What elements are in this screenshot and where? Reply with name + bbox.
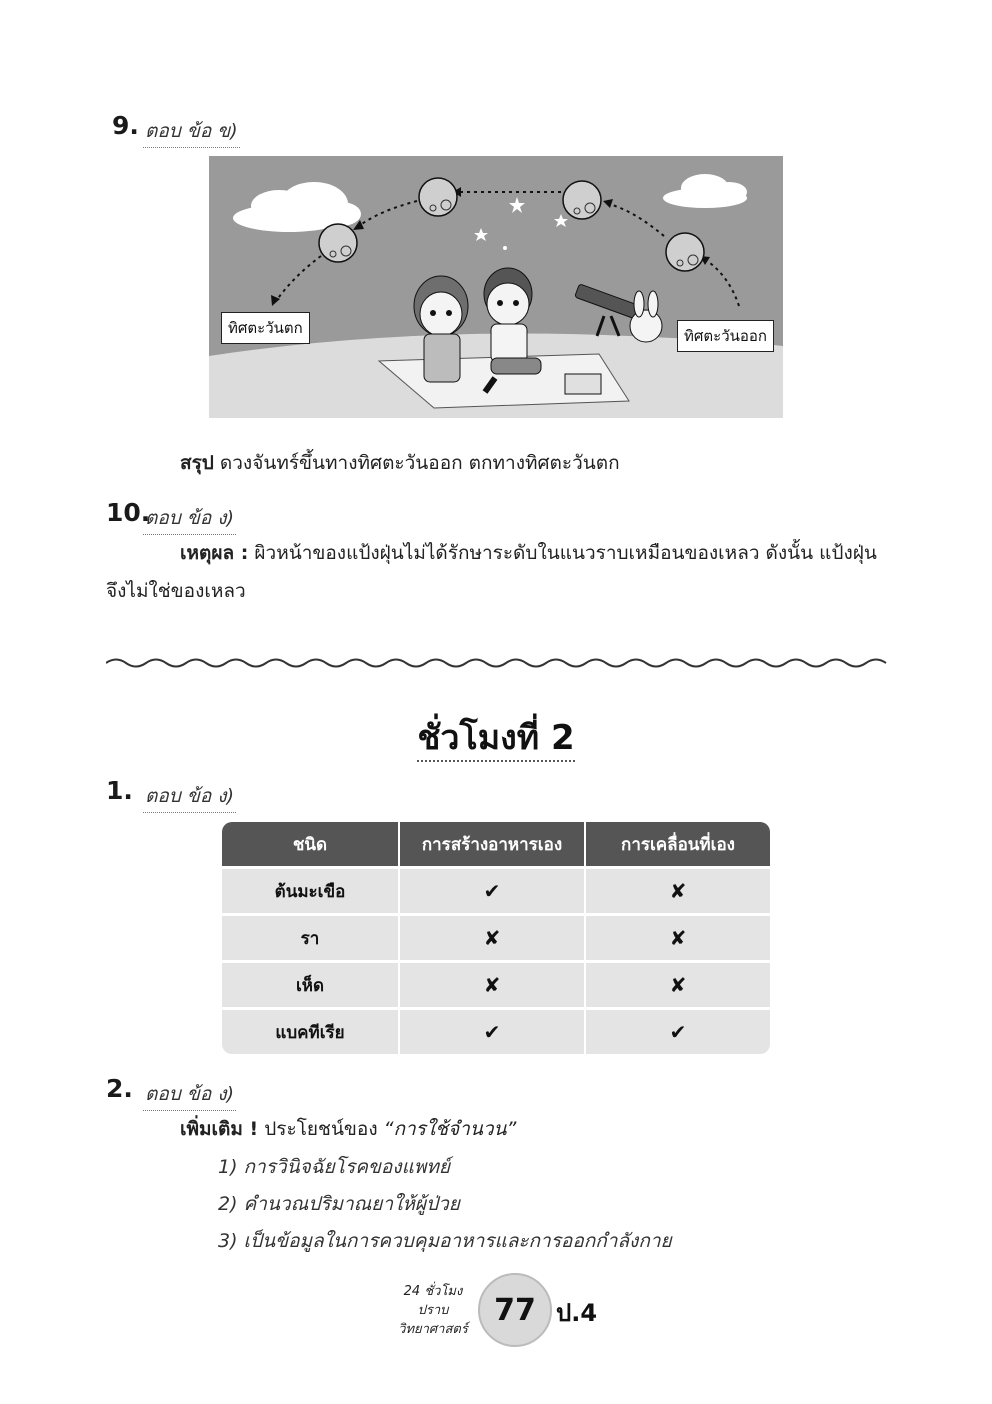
row-3-name: เห็ด (222, 963, 398, 1007)
row-3-make-food: ✘ (400, 963, 584, 1007)
book-title-line2: ปราบ (417, 1303, 449, 1318)
row-4-make-food: ✔ (400, 1010, 584, 1054)
row-1-make-food: ✔ (400, 869, 584, 913)
summary-label: สรุป (180, 452, 214, 474)
organism-table (222, 822, 770, 1057)
page-number: 77 (494, 1292, 536, 1328)
table-row (222, 869, 770, 913)
h2-question-2-number: 2. (106, 1074, 133, 1103)
boy-figure (484, 268, 541, 374)
question-9-number: 9. (112, 111, 139, 140)
row-1-move: ✘ (586, 869, 770, 913)
hour-2-title (0, 710, 992, 764)
wavy-divider (106, 656, 888, 670)
row-1-name: ต้นมะเขือ (222, 869, 398, 913)
h2-question-1-number: 1. (106, 776, 133, 805)
extra-info (180, 1114, 516, 1144)
q10-reason-line1 (180, 538, 892, 568)
question-9-answer: ตอบ ข้อ ข) (143, 116, 240, 148)
row-2-make-food: ✘ (400, 916, 584, 960)
row-3-move: ✘ (586, 963, 770, 1007)
row-4-move: ✔ (586, 1010, 770, 1054)
cloud-right (663, 174, 747, 208)
table-row (222, 916, 770, 960)
question-10-answer: ตอบ ข้อ ง) (143, 503, 236, 535)
hour-2-title-text: ชั่วโมงที่ 2 (417, 718, 574, 762)
basket (565, 374, 601, 394)
rabbit-figure (630, 291, 662, 342)
extra-label: เพิ่มเติม ! (180, 1118, 259, 1140)
east-direction-label: ทิศตะวันออก (677, 320, 774, 352)
reason-label: เหตุผล : (180, 542, 249, 564)
star-icons (474, 197, 568, 250)
header-type: ชนิด (222, 822, 398, 866)
list-item: 1) การวินิจฉัยโรคของแพทย์ (218, 1156, 451, 1178)
header-move: การเคลื่อนที่เอง (586, 822, 770, 866)
row-2-name: รา (222, 916, 398, 960)
summary-text: ดวงจันทร์ขึ้นทางทิศตะวันออก ตกทางทิศตะวันตก (219, 452, 620, 474)
table-row (222, 963, 770, 1007)
table-header-row (222, 822, 770, 866)
page-number-badge (478, 1273, 552, 1347)
h2-question-1-answer: ตอบ ข้อ ง) (143, 781, 236, 813)
header-make-food: การสร้างอาหารเอง (400, 822, 584, 866)
reason-text-2: จึงไม่ใช่ของเหลว (106, 580, 246, 602)
moon-path-illustration (209, 156, 783, 418)
q9-summary (180, 448, 620, 478)
list-item: 3) เป็นข้อมูลในการควบคุมอาหารและการออกกำลังกาย (218, 1230, 672, 1252)
moon-path-drawing (209, 156, 783, 418)
row-4-name: แบคทีเรีย (222, 1010, 398, 1054)
row-2-move: ✘ (586, 916, 770, 960)
book-title-line3: วิทยาศาสตร์ (398, 1322, 468, 1337)
h2-question-2-answer: ตอบ ข้อ ง) (143, 1079, 236, 1111)
grade-label: ป.4 (556, 1299, 598, 1327)
book-title (390, 1282, 476, 1339)
list-item: 2) คำนวณปริมาณยาให้ผู้ป่วย (218, 1193, 460, 1215)
extra-quote: “การใช้จำนวน” (383, 1118, 517, 1140)
extra-text: ประโยชน์ของ (264, 1118, 378, 1140)
question-10-number: 10. (106, 498, 151, 527)
table-row (222, 1010, 770, 1054)
book-title-line1: 24 ชั่วโมง (403, 1284, 463, 1299)
reason-text-1: ผิวหน้าของแป้งฝุ่นไม่ได้รักษาระดับในแนวราบเหมือนของเหลว ดังนั้น แป้งฝุ่น (254, 542, 877, 564)
west-direction-label: ทิศตะวันตก (221, 312, 310, 344)
